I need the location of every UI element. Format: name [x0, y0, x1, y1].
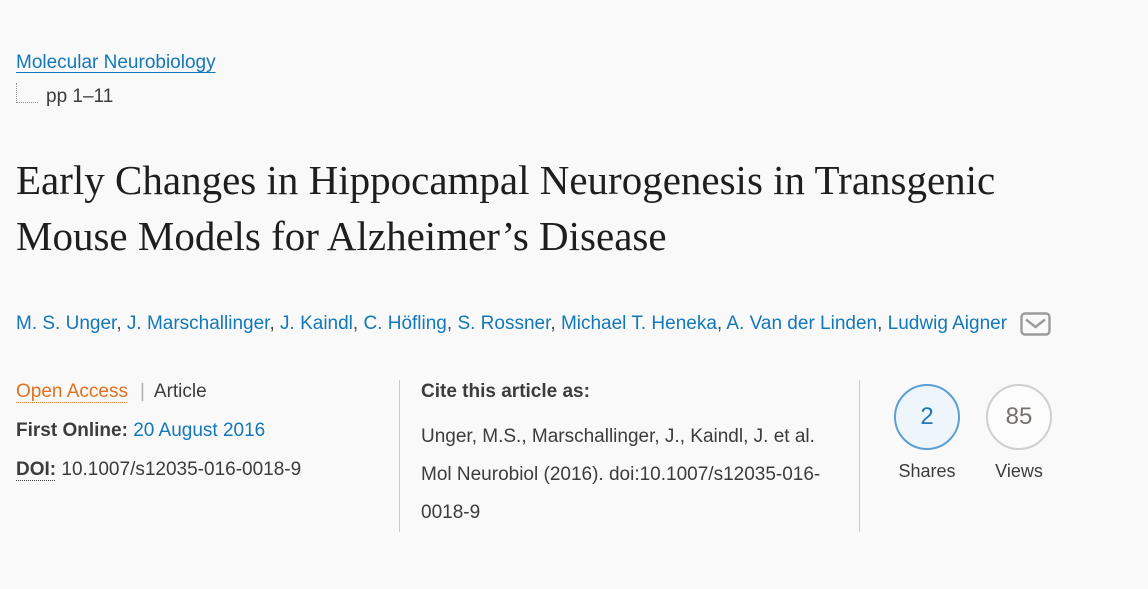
author-link[interactable]: M. S. Unger — [16, 313, 117, 334]
doi-value: 10.1007/s12035-016-0018-9 — [61, 459, 302, 480]
author-list — [16, 313, 1007, 335]
authors-row — [16, 312, 1132, 336]
author-link[interactable]: C. Höfling — [363, 313, 447, 334]
meta-column — [16, 380, 399, 532]
tree-branch-icon — [16, 83, 38, 103]
views-count-badge — [986, 384, 1052, 450]
metric-value: 85 — [1005, 403, 1033, 430]
article-info-bar — [16, 380, 1132, 532]
citation-column — [399, 380, 859, 532]
metric-shares — [893, 384, 961, 482]
doi-row — [16, 458, 399, 482]
pipe-separator: | — [139, 381, 145, 402]
author-separator: , — [116, 313, 127, 334]
author-link[interactable]: Ludwig Aigner — [887, 313, 1008, 334]
article-type-label: Article — [153, 381, 207, 402]
author-link[interactable]: A. Van der Linden — [726, 313, 878, 334]
author-separator: , — [550, 313, 561, 334]
open-access-link[interactable]: Open Access — [16, 381, 128, 402]
article-title: Early Changes in Hippocampal Neurogenesis in Transgenic Mouse Models for Alzheimer’s Disease — [16, 157, 996, 259]
shares-label: Shares — [898, 461, 956, 481]
pages-row — [16, 83, 1132, 108]
author-separator: , — [446, 313, 458, 334]
cite-heading: Cite this article as: — [421, 381, 590, 402]
author-link[interactable]: J. Kaindl — [280, 313, 353, 334]
author-separator: , — [352, 313, 364, 334]
views-label: Views — [995, 461, 1043, 481]
author-separator: , — [877, 313, 888, 334]
shares-count-badge[interactable] — [894, 384, 960, 450]
citation-text: Unger, M.S., Marschallinger, J., Kaindl, J. et al. Mol Neurobiol (2016). doi:10.1007/s12035-016-0018-9 — [421, 426, 821, 523]
first-online-row — [16, 419, 399, 443]
first-online-date[interactable]: 20 August 2016 — [133, 420, 266, 441]
doi-label: DOI: — [16, 459, 57, 480]
author-link[interactable]: Michael T. Heneka — [560, 313, 717, 334]
author-separator: , — [716, 313, 727, 334]
breadcrumb — [16, 52, 1132, 108]
journal-link[interactable]: Molecular Neurobiology — [16, 52, 216, 73]
first-online-label: First Online: — [16, 420, 128, 441]
metrics-column — [859, 380, 1132, 532]
author-separator: , — [269, 313, 281, 334]
metric-views — [985, 384, 1053, 482]
email-icon[interactable] — [1020, 312, 1051, 336]
metric-value: 2 — [920, 403, 934, 430]
author-link[interactable]: J. Marschallinger — [126, 313, 270, 334]
author-link[interactable]: S. Rossner — [457, 313, 551, 334]
access-row — [16, 380, 399, 404]
page-range: pp 1–11 — [46, 86, 114, 107]
